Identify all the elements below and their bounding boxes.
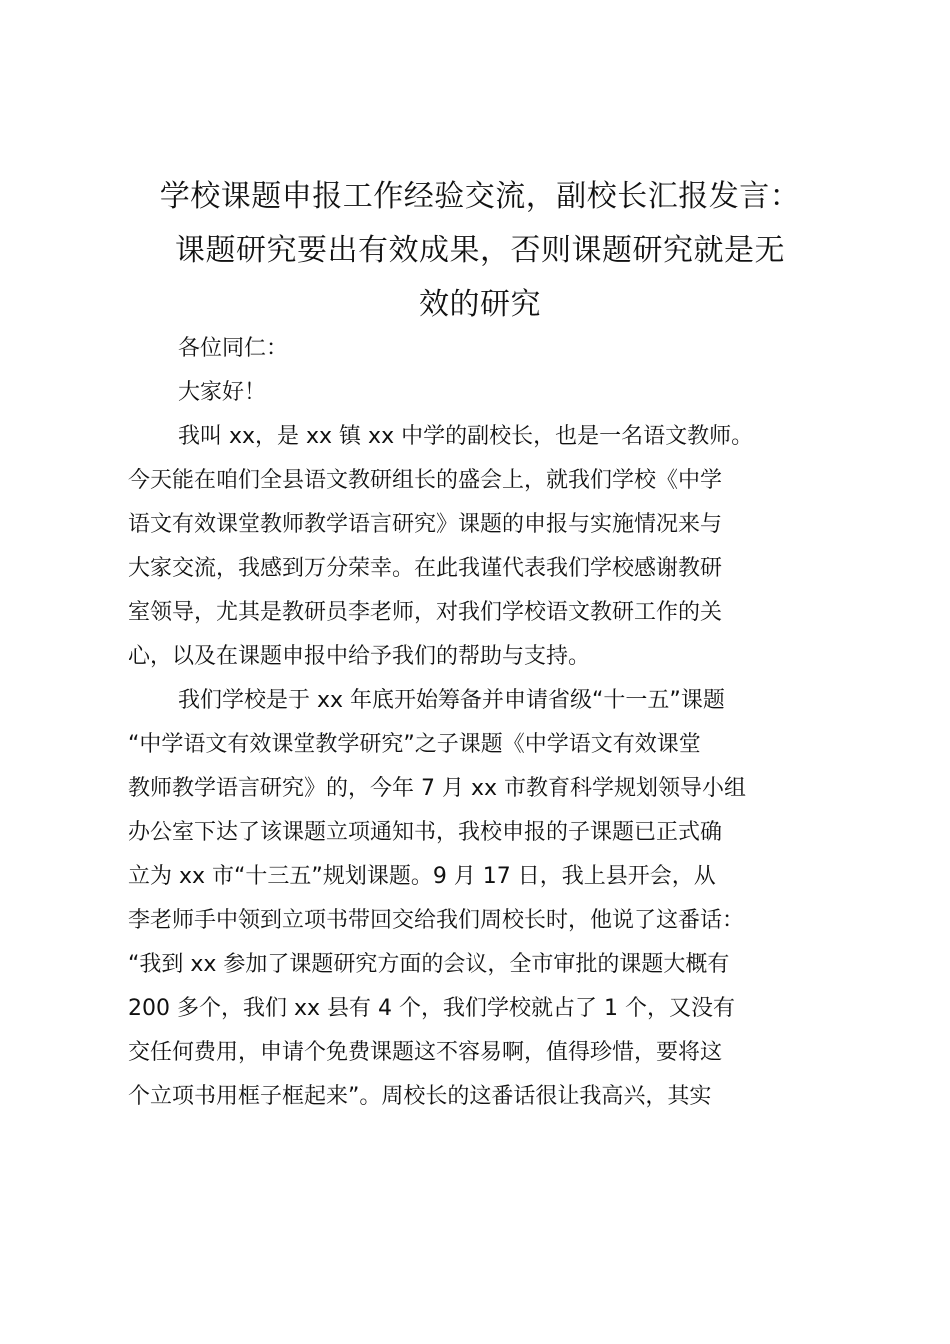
title-line: 学校课题申报工作经验交流，副校长汇报发言：	[159, 179, 801, 214]
paragraph-line: 办公室下达了该课题立项通知书，我校申报的子课题已正式确	[128, 820, 723, 845]
paragraph-line: 我们学校是于 xx 年底开始筹备并申请省级“十一五”课题	[178, 688, 725, 713]
paragraph-line: 交任何费用，申请个免费课题这不容易啊，值得珍惜，要将这	[128, 1040, 723, 1065]
paragraph-line: 语文有效课堂教师教学语言研究》课题的申报与实施情况来与	[128, 512, 723, 537]
paragraph-line: 大家交流，我感到万分荣幸。在此我谨代表我们学校感谢教研	[128, 556, 723, 581]
title-line: 效的研究	[419, 287, 541, 322]
title-line: 课题研究要出有效成果，否则课题研究就是无	[175, 233, 785, 268]
paragraph-line: 教师教学语言研究》的，今年 7 月 xx 市教育科学规划领导小组	[128, 776, 747, 801]
paragraph-line: “我到 xx 参加了课题研究方面的会议，全市审批的课题大概有	[128, 952, 730, 977]
paragraph-line: “中学语文有效课堂教学研究”之子课题《中学语文有效课堂	[128, 732, 701, 757]
paragraph-line: 立为 xx 市“十三五”规划课题。9 月 17 日，我上县开会，从	[128, 864, 716, 889]
greeting: 大家好！	[178, 380, 267, 405]
paragraph-line: 200 多个，我们 xx 县有 4 个，我们学校就占了 1 个，又没有	[128, 996, 735, 1021]
paragraph-2	[128, 679, 834, 1119]
paragraph-line: 室领导，尤其是教研员李老师，对我们学校语文教研工作的关	[128, 600, 723, 625]
paragraph-1	[128, 415, 834, 679]
salutation: 各位同仁：	[178, 336, 289, 361]
paragraph-line: 今天能在咱们全县语文教研组长的盛会上，就我们学校《中学	[128, 468, 723, 493]
paragraph-line: 心，以及在课题申报中给予我们的帮助与支持。	[128, 644, 591, 669]
paragraph-line: 个立项书用框子框起来”。周校长的这番话很让我高兴，其实	[128, 1084, 712, 1109]
document-title	[110, 170, 850, 332]
document-body	[128, 327, 834, 1119]
paragraph-line: 我叫 xx，是 xx 镇 xx 中学的副校长，也是一名语文教师。	[178, 424, 754, 449]
paragraph-line: 李老师手中领到立项书带回交给我们周校长时，他说了这番话：	[128, 908, 745, 933]
